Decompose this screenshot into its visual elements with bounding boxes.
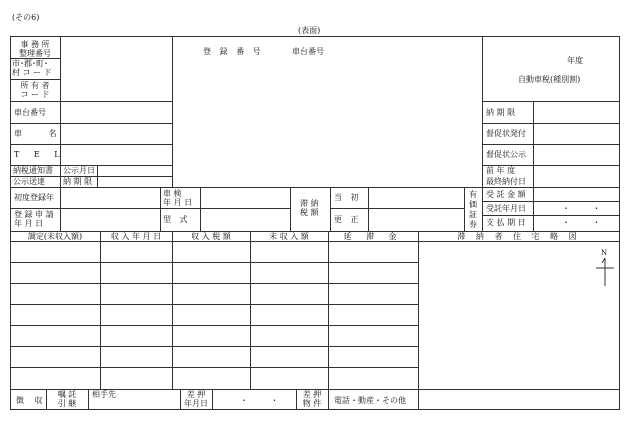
pay-date-dots: ・ ・ (562, 218, 611, 227)
initial-label: 当 初 (334, 193, 362, 202)
reg-no-label: 登 録 番 号 (203, 47, 264, 56)
reminder-issue-label: 督促状発付 (486, 129, 526, 138)
receipt-date-label: 受託年月日 (486, 204, 526, 213)
corrected-label: 更 正 (334, 215, 362, 224)
seizure-label: 徴 収 (16, 396, 47, 405)
tel-label: T E L (14, 150, 66, 159)
tax-label: 自動車税(種別割) (518, 75, 581, 84)
receipt-amount-label: 受 託 金 額 (486, 190, 526, 199)
owner-code-label: 所 有 者 コ ー ド (20, 81, 50, 99)
col-header-map: 滞 納 者 住 宅 略 図 (457, 232, 581, 241)
receipt-date-dots: ・ ・ (562, 204, 611, 213)
reminder-notice-label: 督促状公示 (486, 150, 526, 159)
deadline-label: 納 期 限 (63, 177, 93, 186)
seized-items-label: 差 押 物 件 (302, 390, 322, 408)
first-reg-label: 初度登録年 (14, 193, 54, 202)
col-header-late-fee: 延 滞 金 (343, 232, 403, 241)
seizure-date-label: 差 押 年月日 (184, 390, 208, 408)
year-label: 年度 (567, 56, 583, 65)
car-no-label: 車台番号 (14, 108, 46, 117)
sheet-number: (その6) (12, 13, 40, 22)
notice-label: 納税通知書 (13, 166, 53, 175)
car-name-label: 車 名 (14, 129, 69, 138)
payment-deadline-label: 納 期 限 (486, 108, 516, 117)
pay-date-label: 支 払 期 日 (486, 218, 526, 227)
form-frame (10, 36, 620, 410)
col-header-assessment: 調定(未収入額) (27, 232, 83, 241)
col-header-income-date: 収 入 年 月 日 (110, 232, 162, 241)
public-month-label: 公示月日 (63, 166, 95, 175)
north-arrow-icon (594, 258, 616, 288)
col-header-unpaid: 未 収 入 額 (269, 232, 309, 241)
securities-label: 有 価 証 券 (469, 190, 477, 229)
final-payment-label: 最終納付日 (486, 177, 526, 186)
transfer-label: 嘱 託 引 継 (57, 390, 77, 408)
north-label: N (601, 249, 608, 257)
public-service-label: 公示送達 (13, 177, 45, 186)
chassis-no-label: 車台番号 (292, 47, 324, 56)
reg-apply-label: 登 録 申 請 年 月 日 (14, 210, 54, 228)
items-label: 電話・動産・その他 (334, 396, 406, 405)
office-no-label: 事 務 所 整理番号 (19, 40, 51, 58)
prev-year-label: 前 年 度 (486, 166, 516, 175)
partner-label: 相手先 (92, 390, 116, 399)
col-header-income-tax: 収 入 税 額 (191, 232, 231, 241)
city-code-label: 市･郡･町･ 村 コ ー ド (12, 59, 52, 77)
model-label: 型 式 (163, 215, 191, 224)
inspect-label: 車 検 年 月 日 (163, 189, 193, 207)
seizure-date-dots: ・ ・ (240, 396, 289, 405)
arrears-label: 滞 納 税 額 (300, 199, 319, 217)
side-label: (表面) (298, 26, 321, 35)
